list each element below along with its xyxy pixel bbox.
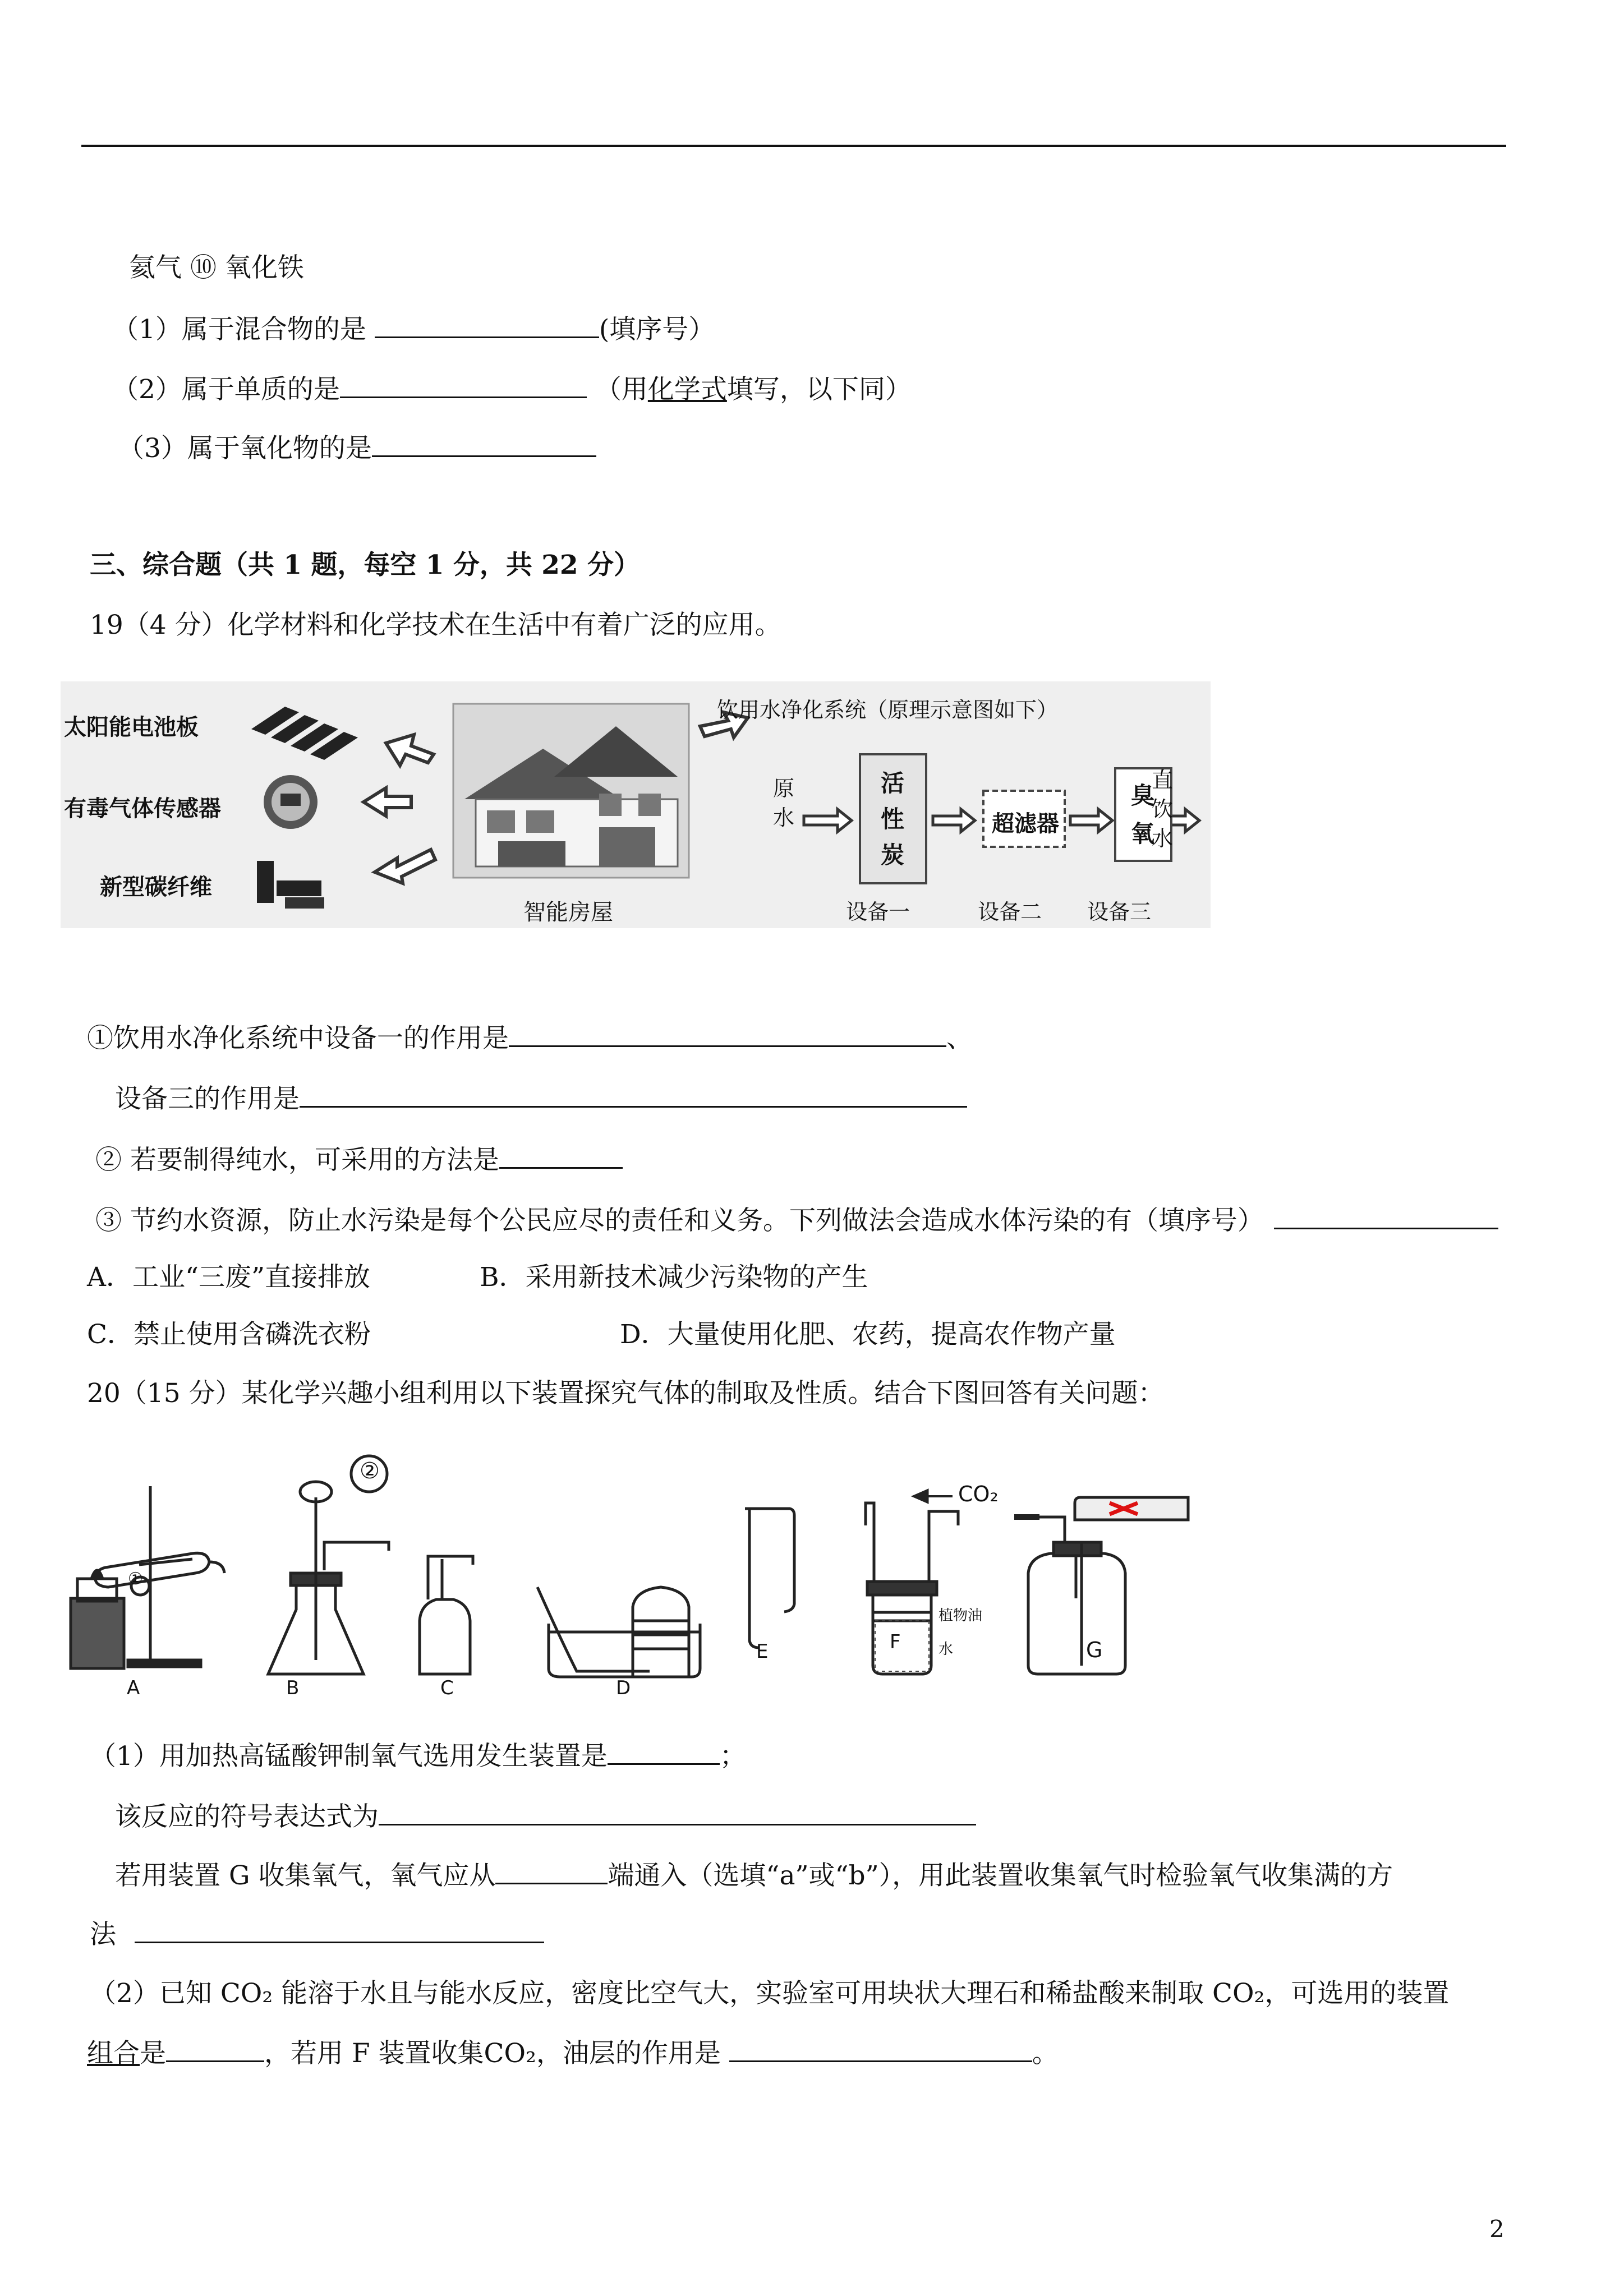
apparatus-label-d: D [616, 1677, 631, 1699]
q20-part1d [90, 1917, 544, 1952]
answer-blank[interactable] [166, 2036, 264, 2062]
activated-carbon-label: 活性炭 [881, 769, 905, 869]
answer-blank[interactable] [300, 1081, 967, 1108]
q20-part1c [115, 1858, 1393, 1893]
q20-part1a-text: （1）用加热高锰酸钾制氧气选用发生装置是 [90, 1741, 608, 1772]
q19-part2-text: ② 若要制得纯水，可采用的方法是 [95, 1145, 499, 1175]
q19-option-c: C．禁止使用含磷洗衣粉 [87, 1319, 371, 1350]
q20-part2b [87, 2036, 1059, 2071]
carbon-fiber-label: 新型碳纤维 [100, 874, 212, 900]
q20-part1a-suffix: ； [719, 1741, 746, 1772]
q18-part2-suffix-underlined: 化学式 [647, 374, 727, 405]
answer-blank[interactable] [608, 1739, 720, 1765]
q18-part1 [112, 312, 715, 347]
device-2-label: 设备二 [978, 900, 1042, 924]
answer-blank[interactable] [379, 1799, 976, 1825]
solar-panel-label: 太阳能电池板 [64, 714, 199, 740]
q19-part3 [95, 1203, 1498, 1238]
q19-option-d: D．大量使用化肥、农药，提高农作物产量 [620, 1319, 1116, 1350]
answer-blank[interactable] [135, 1917, 544, 1943]
q19-part1b [115, 1081, 967, 1116]
answer-blank[interactable] [495, 1858, 608, 1884]
q19-part1a-suffix: 、 [946, 1023, 973, 1054]
q20-part2b-mid: ，若用 F 装置收集CO₂，油层的作用是 [264, 2038, 721, 2069]
q20-part2a: （2）已知 CO₂ 能溶于水且与能水反应，密度比空气大，实验室可用块状大理石和稀盐酸来制取 CO₂，可选用的装置 [90, 1978, 1450, 2009]
gas-sensor-icon [264, 775, 318, 829]
answer-blank[interactable] [499, 1142, 623, 1169]
answer-blank[interactable] [1274, 1203, 1498, 1229]
answer-blank[interactable] [375, 312, 599, 338]
co2-label: CO₂ [958, 1482, 999, 1506]
q18-part2-text: （2）属于单质的是 [112, 374, 340, 405]
q18-part1-suffix: (填序号） [599, 314, 715, 345]
apparatus-diagram [61, 1453, 1211, 1711]
smart-house-figure [61, 681, 1211, 928]
q20-part1b-text: 该反应的符号表达式为 [115, 1801, 379, 1832]
q20-part1d-text: 法 [90, 1919, 116, 1950]
q20-stem: 20（15 分）某化学兴趣小组利用以下装置探究气体的制取及性质。结合下图回答有关问题： [87, 1378, 1165, 1409]
raw-water-label: 原水 [773, 776, 795, 830]
apparatus-e [745, 1509, 794, 1648]
apparatus-label-b: B [286, 1677, 300, 1699]
q20-part2b-end: 。 [1032, 2038, 1059, 2069]
water-system-title: 饮用水净化系统（原理示意图如下） [717, 698, 1059, 722]
q20-part1c-text: 若用装置 G 收集氧气，氧气应从 [115, 1860, 496, 1891]
apparatus-label-f: F [890, 1631, 901, 1653]
apparatus-label-c: C [440, 1677, 454, 1699]
mark-2: ② [360, 1458, 380, 1484]
left-arrows [364, 735, 435, 883]
q19-part2 [95, 1142, 623, 1177]
answer-blank[interactable] [372, 431, 596, 457]
oil-label: 植物油 [938, 1607, 983, 1624]
carbon-fiber-icon [257, 861, 324, 909]
q20-part1c-suffix: 端通入（选填“a”或“b”），用此装置收集氧气时检验氧气收集满的方 [608, 1860, 1393, 1891]
apparatus-c [420, 1556, 473, 1674]
apparatus-label-e: E [756, 1640, 769, 1663]
q18-part3 [118, 431, 596, 465]
answer-blank[interactable] [509, 1021, 946, 1047]
ozone-label: 臭氧 [1131, 782, 1155, 847]
q18-items-line: 氦气 ⑩ 氧化铁 [129, 252, 304, 283]
apparatus-a [71, 1486, 224, 1668]
ultrafilter-label: 超滤器 [992, 811, 1059, 837]
q19-option-b: B．采用新技术减少污染物的产生 [480, 1262, 868, 1293]
q20-part2b-underlined: 组合 [87, 2038, 140, 2069]
apparatus-b [268, 1456, 389, 1674]
q18-part2-suffix-b: 填写，以下同） [726, 374, 912, 405]
q19-part1a-text: ①饮用水净化系统中设备一的作用是 [87, 1023, 509, 1054]
q18-part2-suffix-a: （用 [595, 374, 648, 405]
q18-part2 [112, 372, 912, 407]
page-number: 2 [1489, 2215, 1505, 2243]
answer-blank[interactable] [729, 2036, 1032, 2062]
q19-part1a [87, 1021, 973, 1055]
device-1-label: 设备一 [846, 900, 910, 924]
q20-part2b-text: 是 [140, 2038, 166, 2069]
smart-house-image [453, 704, 689, 878]
water-label: 水 [938, 1641, 954, 1658]
q19-part3-text: ③ 节约水资源，防止水污染是每个公民应尽的责任和义务。下列做法会造成水体污染的有（填序号） [95, 1205, 1264, 1236]
q20-part1b [115, 1799, 976, 1834]
q18-part3-text: （3）属于氧化物的是 [118, 433, 372, 464]
apparatus-label-a: A [127, 1677, 140, 1699]
direct-drinking-water-label: 直饮水 [1152, 768, 1174, 851]
device-3-label: 设备三 [1087, 900, 1152, 924]
oil-water-fill [875, 1621, 929, 1671]
solar-panel-icon [251, 707, 358, 760]
apparatus-figure [61, 1453, 1211, 1711]
q18-part1-text: （1）属于混合物的是 [112, 314, 366, 345]
gas-sensor-label: 有毒气体传感器 [64, 796, 221, 822]
house-caption: 智能房屋 [523, 900, 613, 925]
apparatus-d [537, 1587, 700, 1677]
mark-1: ① [128, 1569, 143, 1589]
q19-part1b-text: 设备三的作用是 [115, 1084, 300, 1114]
q19-option-a: A．工业“三废”直接排放 [87, 1262, 370, 1293]
apparatus-label-g: G [1086, 1638, 1103, 1662]
answer-blank[interactable] [340, 372, 587, 398]
q20-part1a [90, 1739, 746, 1773]
header-rule [81, 145, 1506, 147]
q19-stem: 19（4 分）化学材料和化学技术在生活中有着广泛的应用。 [90, 610, 781, 640]
section-heading: 三、综合题（共 1 题，每空 1 分，共 22 分） [90, 550, 640, 580]
